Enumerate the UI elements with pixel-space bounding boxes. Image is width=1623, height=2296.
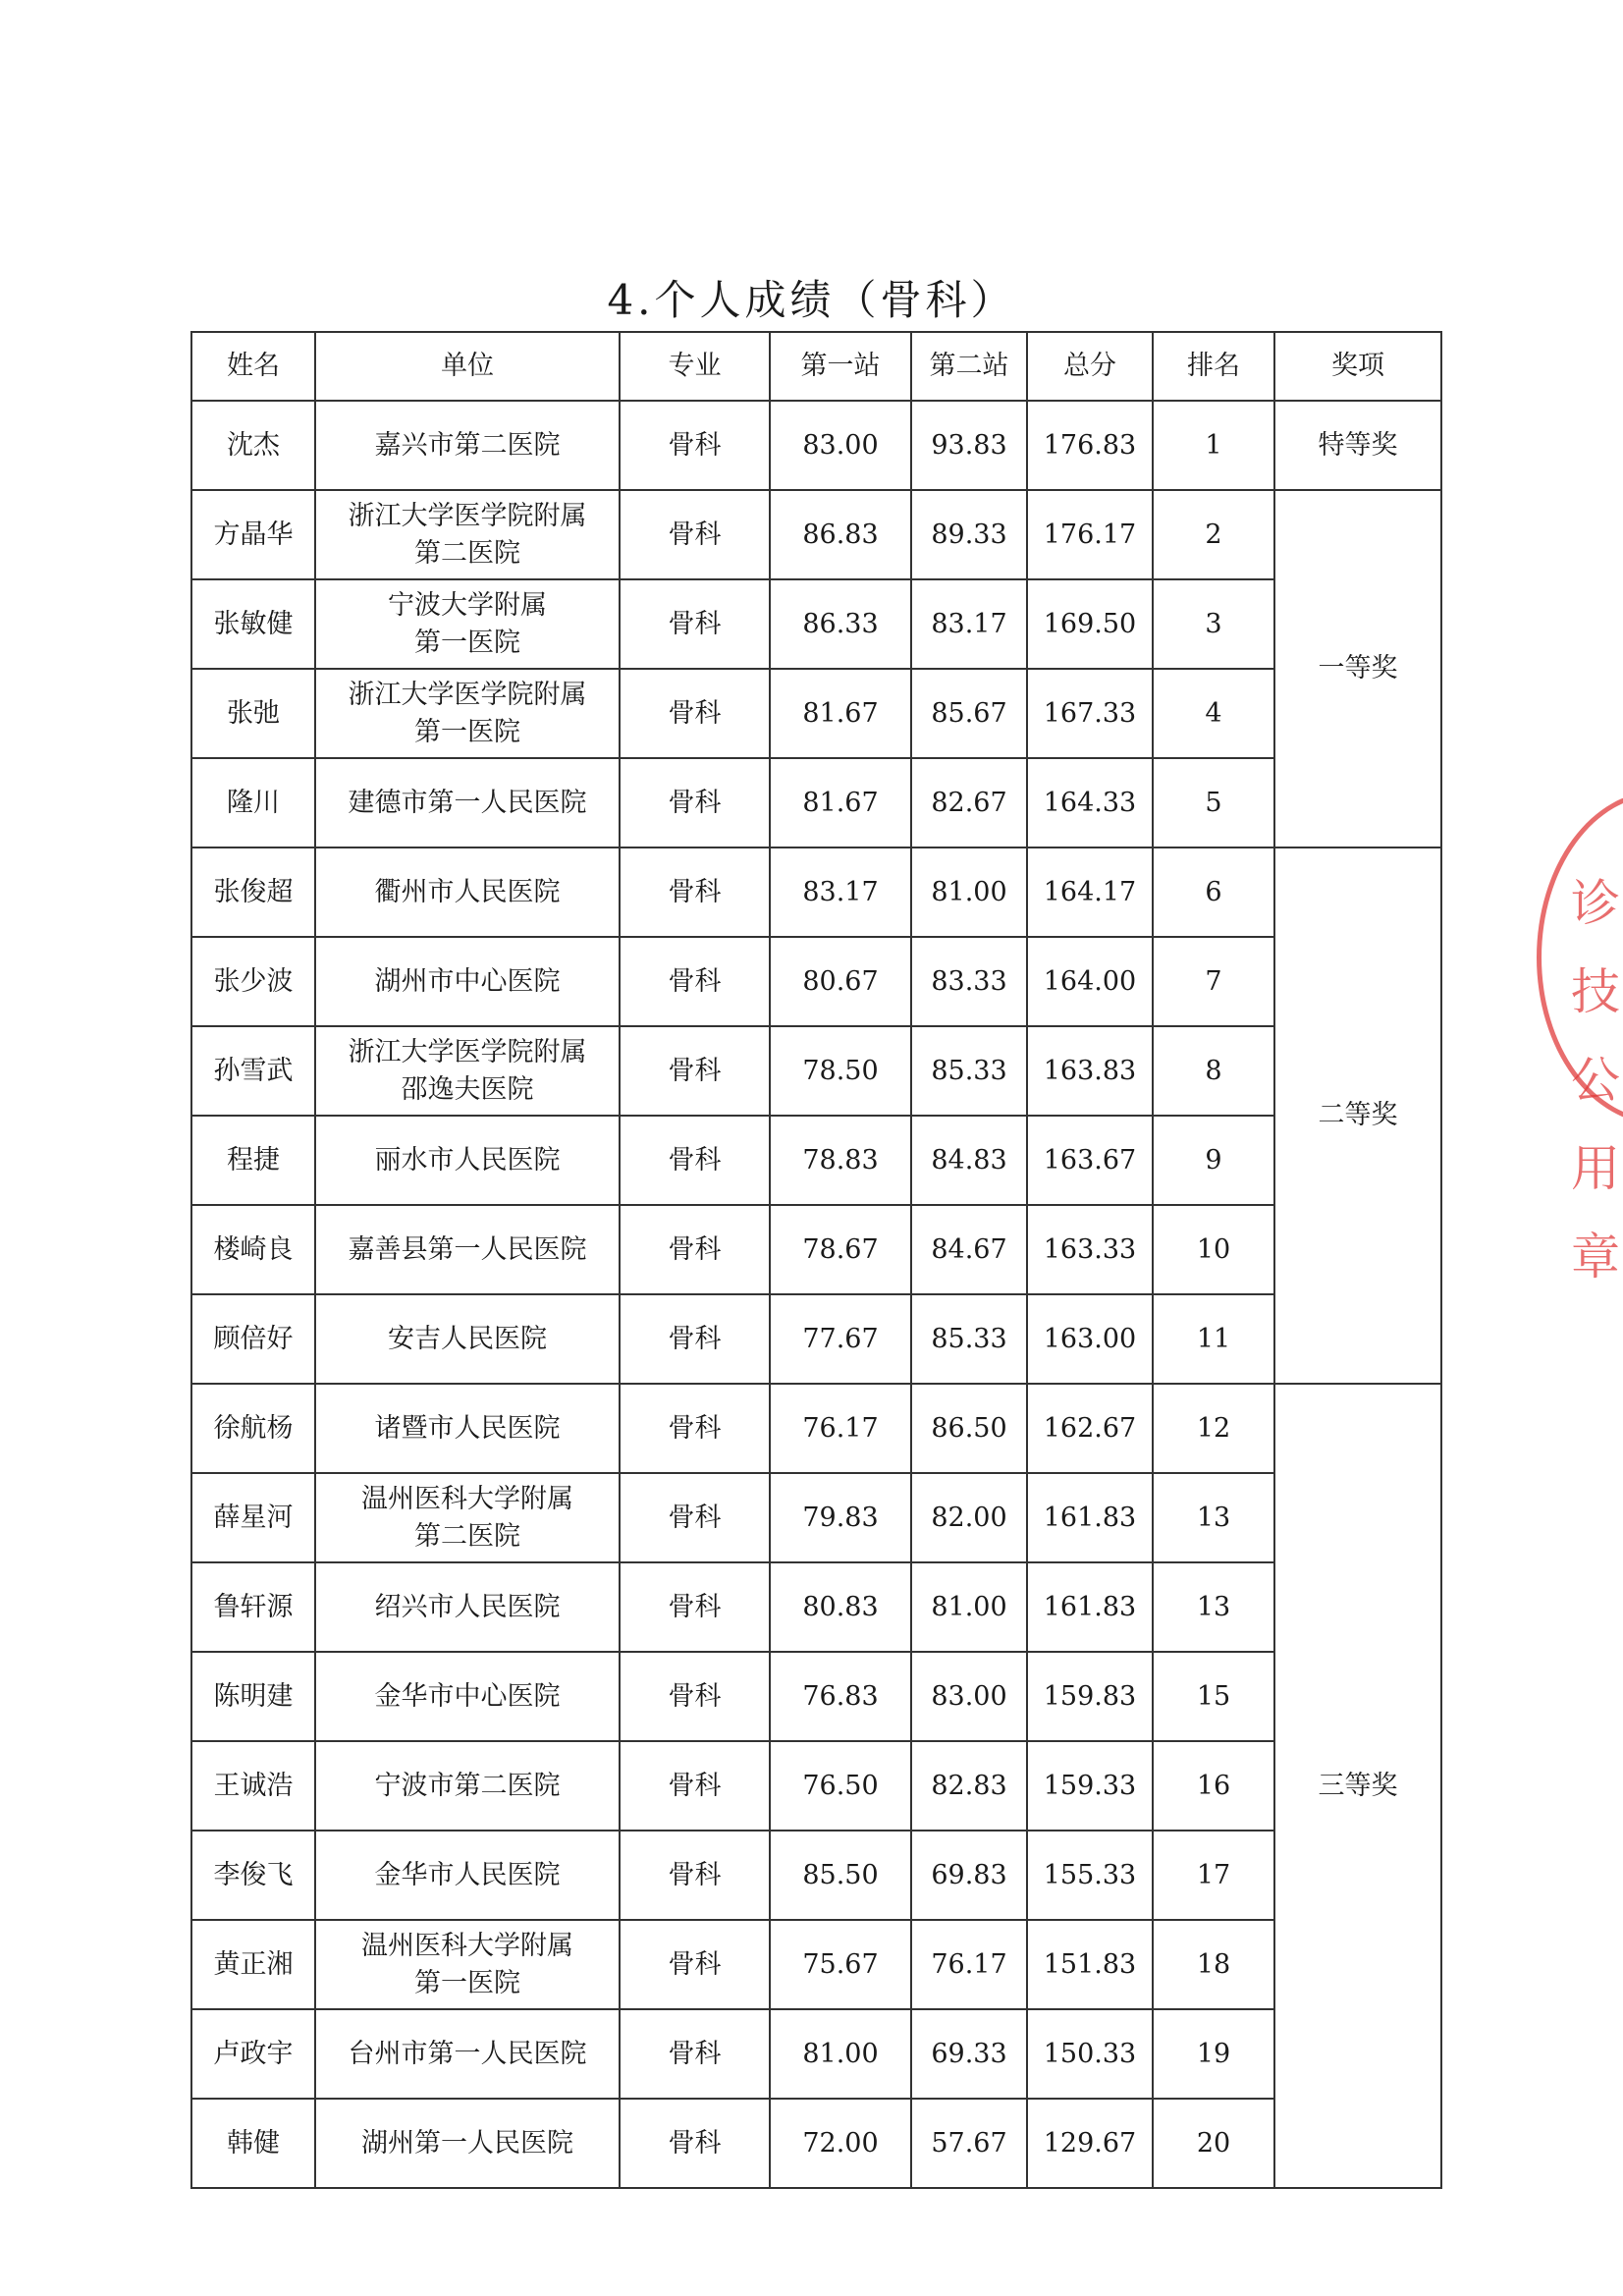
cell-rank: 7 — [1153, 937, 1274, 1026]
cell-name: 张俊超 — [191, 847, 315, 937]
cell-station-2: 82.67 — [911, 758, 1027, 847]
seal-char: 诊 — [1571, 875, 1620, 932]
cell-name: 薛星河 — [191, 1473, 315, 1562]
cell-major: 骨科 — [620, 401, 770, 490]
cell-rank: 17 — [1153, 1831, 1274, 1920]
header-org: 单位 — [315, 332, 620, 401]
table-row — [191, 490, 1441, 579]
cell-station-2: 82.83 — [911, 1741, 1027, 1831]
table-row — [191, 401, 1441, 490]
cell-rank: 10 — [1153, 1205, 1274, 1294]
cell-total: 164.17 — [1027, 847, 1153, 937]
cell-station-1: 86.33 — [770, 579, 911, 669]
cell-station-2: 57.67 — [911, 2099, 1027, 2188]
org-line: 第二医院 — [414, 1520, 520, 1552]
cell-station-1: 83.17 — [770, 847, 911, 937]
cell-org — [315, 847, 620, 937]
cell-station-1: 78.67 — [770, 1205, 911, 1294]
cell-major: 骨科 — [620, 1562, 770, 1652]
cell-station-1: 76.50 — [770, 1741, 911, 1831]
cell-name: 张敏健 — [191, 579, 315, 669]
cell-total: 164.00 — [1027, 937, 1153, 1026]
cell-total: 161.83 — [1027, 1473, 1153, 1562]
cell-org — [315, 1652, 620, 1741]
seal-text — [1571, 859, 1623, 1301]
cell-station-2: 85.33 — [911, 1026, 1027, 1116]
table-row — [191, 579, 1441, 669]
cell-rank: 20 — [1153, 2099, 1274, 2188]
cell-station-1: 72.00 — [770, 2099, 911, 2188]
cell-rank: 8 — [1153, 1026, 1274, 1116]
cell-org — [315, 937, 620, 1026]
cell-station-1: 76.83 — [770, 1652, 911, 1741]
org-line: 温州医科大学附属 — [361, 1483, 573, 1514]
cell-name: 楼崎良 — [191, 1205, 315, 1294]
cell-org — [315, 1473, 620, 1562]
cell-rank: 5 — [1153, 758, 1274, 847]
cell-total: 151.83 — [1027, 1920, 1153, 2009]
seal-char: 用 — [1571, 1140, 1620, 1197]
cell-station-1: 81.67 — [770, 758, 911, 847]
org-line: 第一医院 — [414, 1967, 520, 1998]
org-line: 湖州第一人民医院 — [361, 2127, 573, 2159]
cell-station-2: 69.83 — [911, 1831, 1027, 1920]
seal-char: 技 — [1571, 963, 1620, 1020]
org-line: 金华市中心医院 — [374, 1680, 561, 1712]
cell-station-2: 83.33 — [911, 937, 1027, 1026]
cell-name: 沈杰 — [191, 401, 315, 490]
cell-total: 169.50 — [1027, 579, 1153, 669]
table-row — [191, 669, 1441, 758]
org-line: 浙江大学医学院附属 — [348, 679, 587, 710]
cell-major: 骨科 — [620, 669, 770, 758]
org-line: 金华市人民医院 — [374, 1859, 561, 1890]
table-row — [191, 937, 1441, 1026]
cell-total: 150.33 — [1027, 2009, 1153, 2099]
org-line: 丽水市人民医院 — [374, 1144, 561, 1175]
cell-org — [315, 2099, 620, 2188]
cell-station-1: 86.83 — [770, 490, 911, 579]
cell-org — [315, 1026, 620, 1116]
cell-org — [315, 401, 620, 490]
cell-total: 129.67 — [1027, 2099, 1153, 2188]
cell-org — [315, 2009, 620, 2099]
org-line: 安吉人民医院 — [388, 1323, 547, 1354]
cell-station-2: 69.33 — [911, 2009, 1027, 2099]
header-row — [191, 332, 1441, 401]
cell-org — [315, 1562, 620, 1652]
org-line: 嘉善县第一人民医院 — [348, 1233, 587, 1265]
cell-station-1: 76.17 — [770, 1384, 911, 1473]
cell-rank: 16 — [1153, 1741, 1274, 1831]
org-line: 邵逸夫医院 — [401, 1073, 534, 1105]
cell-station-1: 78.50 — [770, 1026, 911, 1116]
cell-name: 隆川 — [191, 758, 315, 847]
cell-org — [315, 1831, 620, 1920]
cell-station-2: 84.83 — [911, 1116, 1027, 1205]
org-line: 台州市第一人民医院 — [348, 2038, 587, 2069]
cell-name: 顾倍好 — [191, 1294, 315, 1384]
cell-station-2: 93.83 — [911, 401, 1027, 490]
cell-station-2: 85.33 — [911, 1294, 1027, 1384]
org-line: 第一医院 — [414, 716, 520, 747]
cell-name: 张弛 — [191, 669, 315, 758]
cell-rank: 9 — [1153, 1116, 1274, 1205]
cell-station-1: 81.67 — [770, 669, 911, 758]
table-row — [191, 1026, 1441, 1116]
table-row — [191, 847, 1441, 937]
table-row — [191, 758, 1441, 847]
cell-major: 骨科 — [620, 490, 770, 579]
table-row — [191, 1741, 1441, 1831]
cell-station-2: 85.67 — [911, 669, 1027, 758]
results-table — [190, 331, 1442, 2189]
cell-rank: 13 — [1153, 1562, 1274, 1652]
cell-rank: 1 — [1153, 401, 1274, 490]
org-line: 宁波大学附属 — [388, 589, 547, 621]
cell-major: 骨科 — [620, 1920, 770, 2009]
cell-rank: 18 — [1153, 1920, 1274, 2009]
org-line: 宁波市第二医院 — [374, 1770, 561, 1801]
cell-org — [315, 1116, 620, 1205]
table-row — [191, 2099, 1441, 2188]
cell-org — [315, 1920, 620, 2009]
cell-total: 176.17 — [1027, 490, 1153, 579]
org-line: 湖州市中心医院 — [374, 965, 561, 997]
table-row — [191, 1205, 1441, 1294]
cell-total: 161.83 — [1027, 1562, 1153, 1652]
cell-org — [315, 1741, 620, 1831]
org-line: 浙江大学医学院附属 — [348, 1036, 587, 1067]
cell-rank: 2 — [1153, 490, 1274, 579]
cell-station-1: 83.00 — [770, 401, 911, 490]
cell-org — [315, 1384, 620, 1473]
cell-org — [315, 758, 620, 847]
table-row — [191, 1920, 1441, 2009]
cell-station-2: 84.67 — [911, 1205, 1027, 1294]
cell-station-1: 77.67 — [770, 1294, 911, 1384]
cell-major: 骨科 — [620, 2009, 770, 2099]
cell-name: 陈明建 — [191, 1652, 315, 1741]
header-rank: 排名 — [1153, 332, 1274, 401]
cell-award: 三等奖 — [1274, 1384, 1441, 2188]
cell-name: 程捷 — [191, 1116, 315, 1205]
seal-char: 公 — [1571, 1052, 1620, 1109]
table-row — [191, 1384, 1441, 1473]
table-row — [191, 1473, 1441, 1562]
table-row — [191, 2009, 1441, 2099]
cell-total: 163.83 — [1027, 1026, 1153, 1116]
cell-station-1: 79.83 — [770, 1473, 911, 1562]
seal-char: 章 — [1571, 1229, 1620, 1285]
cell-major: 骨科 — [620, 758, 770, 847]
cell-major: 骨科 — [620, 1384, 770, 1473]
cell-total: 167.33 — [1027, 669, 1153, 758]
cell-name: 鲁轩源 — [191, 1562, 315, 1652]
cell-station-1: 85.50 — [770, 1831, 911, 1920]
cell-name: 方晶华 — [191, 490, 315, 579]
cell-station-2: 81.00 — [911, 847, 1027, 937]
header-name: 姓名 — [191, 332, 315, 401]
cell-org — [315, 490, 620, 579]
cell-org — [315, 669, 620, 758]
cell-total: 163.33 — [1027, 1205, 1153, 1294]
cell-station-1: 81.00 — [770, 2009, 911, 2099]
cell-total: 162.67 — [1027, 1384, 1153, 1473]
table-row — [191, 1831, 1441, 1920]
cell-org — [315, 1205, 620, 1294]
cell-rank: 12 — [1153, 1384, 1274, 1473]
cell-major: 骨科 — [620, 1831, 770, 1920]
cell-station-1: 75.67 — [770, 1920, 911, 2009]
cell-station-2: 86.50 — [911, 1384, 1027, 1473]
cell-rank: 19 — [1153, 2009, 1274, 2099]
org-line: 诸暨市人民医院 — [374, 1412, 561, 1444]
cell-station-1: 80.67 — [770, 937, 911, 1026]
table-row — [191, 1116, 1441, 1205]
header-station-2: 第二站 — [911, 332, 1027, 401]
cell-station-2: 83.17 — [911, 579, 1027, 669]
cell-major: 骨科 — [620, 579, 770, 669]
org-line: 温州医科大学附属 — [361, 1930, 573, 1961]
cell-org — [315, 579, 620, 669]
cell-station-2: 82.00 — [911, 1473, 1027, 1562]
org-line: 嘉兴市第二医院 — [374, 429, 561, 461]
org-line: 建德市第一人民医院 — [348, 787, 587, 818]
cell-station-2: 83.00 — [911, 1652, 1027, 1741]
cell-name: 黄正湘 — [191, 1920, 315, 2009]
org-line: 绍兴市人民医院 — [374, 1591, 561, 1622]
cell-total: 164.33 — [1027, 758, 1153, 847]
cell-name: 孙雪武 — [191, 1026, 315, 1116]
org-line: 衢州市人民医院 — [374, 876, 561, 907]
cell-award: 二等奖 — [1274, 847, 1441, 1384]
cell-total: 163.67 — [1027, 1116, 1153, 1205]
cell-total: 159.83 — [1027, 1652, 1153, 1741]
cell-major: 骨科 — [620, 1473, 770, 1562]
cell-major: 骨科 — [620, 1652, 770, 1741]
cell-total: 163.00 — [1027, 1294, 1153, 1384]
cell-name: 韩健 — [191, 2099, 315, 2188]
table-row — [191, 1562, 1441, 1652]
header-award: 奖项 — [1274, 332, 1441, 401]
header-station-1: 第一站 — [770, 332, 911, 401]
cell-name: 王诚浩 — [191, 1741, 315, 1831]
cell-name: 张少波 — [191, 937, 315, 1026]
cell-major: 骨科 — [620, 1026, 770, 1116]
cell-station-1: 78.83 — [770, 1116, 911, 1205]
cell-station-1: 80.83 — [770, 1562, 911, 1652]
cell-rank: 4 — [1153, 669, 1274, 758]
header-total: 总分 — [1027, 332, 1153, 401]
header-major: 专业 — [620, 332, 770, 401]
cell-major: 骨科 — [620, 1294, 770, 1384]
cell-rank: 11 — [1153, 1294, 1274, 1384]
cell-major: 骨科 — [620, 2099, 770, 2188]
cell-rank: 13 — [1153, 1473, 1274, 1562]
cell-name: 徐航杨 — [191, 1384, 315, 1473]
cell-total: 176.83 — [1027, 401, 1153, 490]
cell-name: 李俊飞 — [191, 1831, 315, 1920]
cell-rank: 6 — [1153, 847, 1274, 937]
cell-major: 骨科 — [620, 1741, 770, 1831]
org-line: 第一医院 — [414, 627, 520, 658]
cell-name: 卢政宇 — [191, 2009, 315, 2099]
table-row — [191, 1294, 1441, 1384]
page-title: 4.个人成绩（骨科） — [607, 276, 1016, 324]
cell-station-2: 76.17 — [911, 1920, 1027, 2009]
cell-station-2: 89.33 — [911, 490, 1027, 579]
cell-major: 骨科 — [620, 847, 770, 937]
org-line: 第二医院 — [414, 537, 520, 569]
cell-award: 特等奖 — [1274, 401, 1441, 490]
cell-rank: 3 — [1153, 579, 1274, 669]
cell-org — [315, 1294, 620, 1384]
cell-station-2: 81.00 — [911, 1562, 1027, 1652]
cell-total: 159.33 — [1027, 1741, 1153, 1831]
org-line: 浙江大学医学院附属 — [348, 500, 587, 531]
cell-major: 骨科 — [620, 937, 770, 1026]
table-row — [191, 1652, 1441, 1741]
cell-rank: 15 — [1153, 1652, 1274, 1741]
cell-total: 155.33 — [1027, 1831, 1153, 1920]
cell-award: 一等奖 — [1274, 490, 1441, 847]
cell-major: 骨科 — [620, 1205, 770, 1294]
cell-major: 骨科 — [620, 1116, 770, 1205]
